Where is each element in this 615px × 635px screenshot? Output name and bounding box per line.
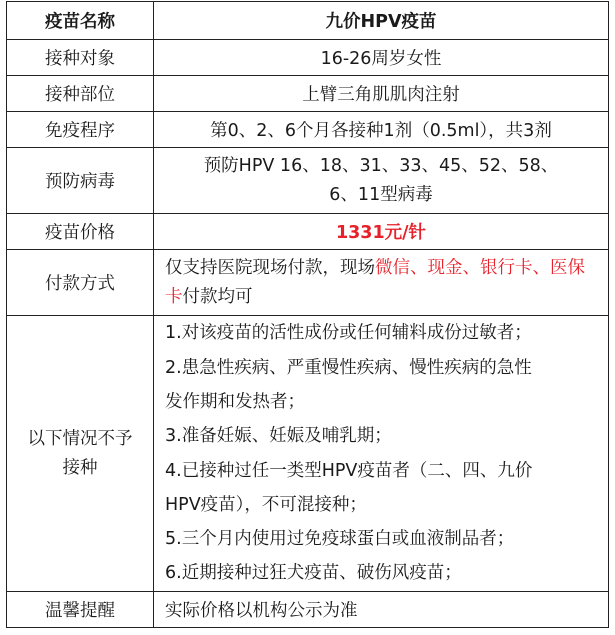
contra-label-line-2: 接种 — [62, 457, 98, 478]
table-row-site — [7, 76, 609, 112]
contra-item: 2.患急性疾病、严重慢性疾病、慢性疾病的急性 — [165, 357, 532, 378]
payment-value-line-2 — [165, 283, 600, 312]
table-row-price — [7, 214, 609, 250]
contra-item: 3.准备妊娠、妊娠及哺乳期； — [165, 426, 392, 447]
target-label: 接种对象 — [7, 40, 154, 76]
table-row-target — [7, 40, 609, 76]
site-label: 接种部位 — [7, 76, 154, 112]
table-row-payment — [7, 250, 609, 316]
contra-label-line-1: 以下情况不予 — [27, 428, 133, 449]
contra-item: 6.近期接种过狂犬疫苗、破伤风疫苗； — [165, 563, 462, 584]
site-value: 上臂三角肌肌肉注射 — [154, 76, 609, 112]
payment-value — [154, 250, 609, 316]
contra-item: 发作期和发热者； — [165, 391, 305, 412]
header-label: 疫苗名称 — [7, 2, 154, 40]
table-row-prevent — [7, 148, 609, 214]
tip-label: 温馨提醒 — [7, 592, 154, 628]
price-label: 疫苗价格 — [7, 214, 154, 250]
schedule-value: 第0、2、6个月各接种1剂（0.5ml），共3剂 — [154, 112, 609, 148]
contra-item: 1.对该疫苗的活性成份或任何辅料成份过敏者； — [165, 323, 532, 344]
contra-item: HPV疫苗），不可混接种； — [165, 494, 367, 515]
table-row-contraindications — [7, 316, 609, 592]
contra-item: 4.已接种过任一类型HPV疫苗者（二、四、九价 — [165, 460, 533, 481]
table-row-tip — [7, 592, 609, 628]
schedule-label: 免疫程序 — [7, 112, 154, 148]
prevent-value — [154, 148, 609, 214]
price-value: 1331元/针 — [154, 214, 609, 250]
contra-label — [7, 316, 154, 592]
tip-value: 实际价格以机构公示为准 — [154, 592, 609, 628]
target-value: 16-26周岁女性 — [154, 40, 609, 76]
vaccine-info-table — [6, 1, 609, 628]
payment-value-line-1 — [165, 254, 600, 283]
payment-text-end: 付款均可 — [182, 286, 253, 307]
contra-item: 5.三个月内使用过免疫球蛋白或血液制品者； — [165, 529, 515, 550]
payment-methods-highlight-cont: 卡 — [165, 286, 183, 307]
prevent-label: 预防病毒 — [7, 148, 154, 214]
table-row-schedule — [7, 112, 609, 148]
prevent-value-line-1: 预防HPV 16、18、31、33、45、52、58、 — [203, 155, 559, 176]
payment-label: 付款方式 — [7, 250, 154, 316]
contra-list — [154, 316, 609, 592]
prevent-value-line-2: 6、11型病毒 — [329, 184, 433, 205]
payment-text: 仅支持医院现场付款，现场 — [165, 257, 375, 278]
payment-methods-highlight: 微信、现金、银行卡、医保 — [375, 257, 585, 278]
table-row-header — [7, 2, 609, 40]
header-value: 九价HPV疫苗 — [154, 2, 609, 40]
